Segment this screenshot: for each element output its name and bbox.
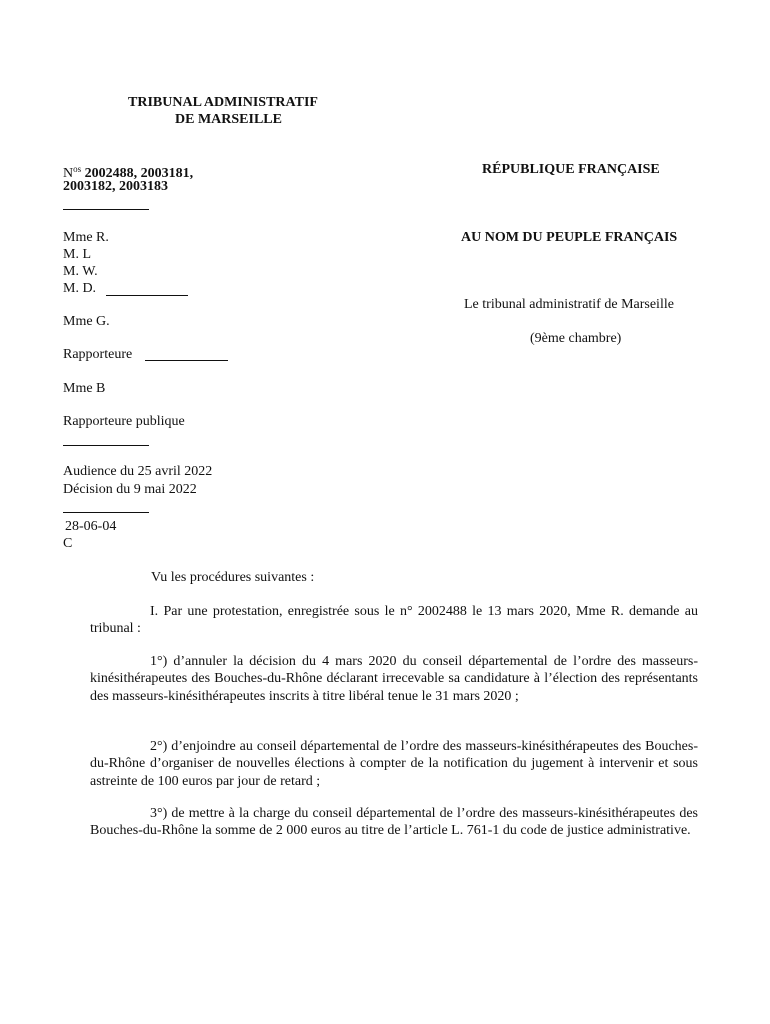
party-3: M. W. — [63, 264, 98, 279]
case-number-prefix: N — [63, 166, 74, 181]
case-numbers-line2: 2003182, 2003183 — [63, 179, 168, 194]
paragraph-request-3-text: 3°) de mettre à la charge du conseil départemental de l’ordre des masseurs-kinésithérapeutes des Bouches-du-Rhône la somme de 2 000 euros au titre de l’article L. 761-1 du code de justice administrative. — [90, 806, 698, 839]
paragraph-protestation — [90, 603, 698, 638]
classification-code: 28-06-04 — [65, 519, 117, 534]
paragraph-request-1 — [90, 653, 698, 705]
people-heading: AU NOM DU PEUPLE FRANÇAIS — [461, 230, 678, 245]
paragraph-request-1-text: 1°) d’annuler la décision du 4 mars 2020 du conseil départemental de l’ordre des masseurs-kinésithérapeutes des Bouches-du-Rhône déclarant irrecevable sa candidature à l’élection des représentants des masseurs-kinésithérapeutes inscrits à titre libéral tenue le 31 mars 2020 ; — [90, 654, 698, 704]
chamber: (9ème chambre) — [530, 331, 622, 346]
rapporteure-name: Mme G. — [63, 314, 110, 329]
party-2: M. L — [63, 247, 91, 262]
divider — [106, 295, 188, 296]
court-name-line2: DE MARSEILLE — [175, 112, 282, 127]
republic-heading: RÉPUBLIQUE FRANÇAISE — [482, 162, 660, 177]
decision-date: Décision du 9 mai 2022 — [63, 482, 197, 497]
rapporteure-label: Rapporteure — [63, 347, 133, 362]
party-1: Mme R. — [63, 230, 109, 245]
case-numbers-text: 2002488, 2003181, — [84, 166, 194, 181]
paragraph-protestation-text: I. Par une protestation, enregistrée sous le n° 2002488 le 13 mars 2020, Mme R. demande au tribunal : — [90, 604, 698, 637]
paragraph-request-2 — [90, 738, 698, 790]
divider — [145, 360, 228, 361]
tribunal-name: Le tribunal administratif de Marseille — [464, 297, 674, 312]
court-name-line1: TRIBUNAL ADMINISTRATIF — [128, 95, 318, 110]
rapporteure-publique-label: Rapporteure publique — [63, 414, 185, 429]
procedures-intro: Vu les procédures suivantes : — [151, 570, 315, 585]
rapporteure-publique-name: Mme B — [63, 381, 106, 396]
party-4: M. D. — [63, 281, 97, 296]
divider — [63, 445, 149, 446]
hearing-date: Audience du 25 avril 2022 — [63, 464, 213, 479]
paragraph-request-2-text: 2°) d’enjoindre au conseil départemental de l’ordre des masseurs-kinésithérapeutes des Bouches-du-Rhône d’organiser de nouvelles élections à compter de la notification du jugement à intervenir et sous astreinte de 100 euros par jour de retard ; — [90, 739, 698, 789]
paragraph-request-3 — [90, 805, 698, 840]
publication-code: C — [63, 536, 73, 551]
case-number-prefix-sup: os — [73, 164, 82, 174]
divider — [63, 512, 149, 513]
divider — [63, 209, 149, 210]
